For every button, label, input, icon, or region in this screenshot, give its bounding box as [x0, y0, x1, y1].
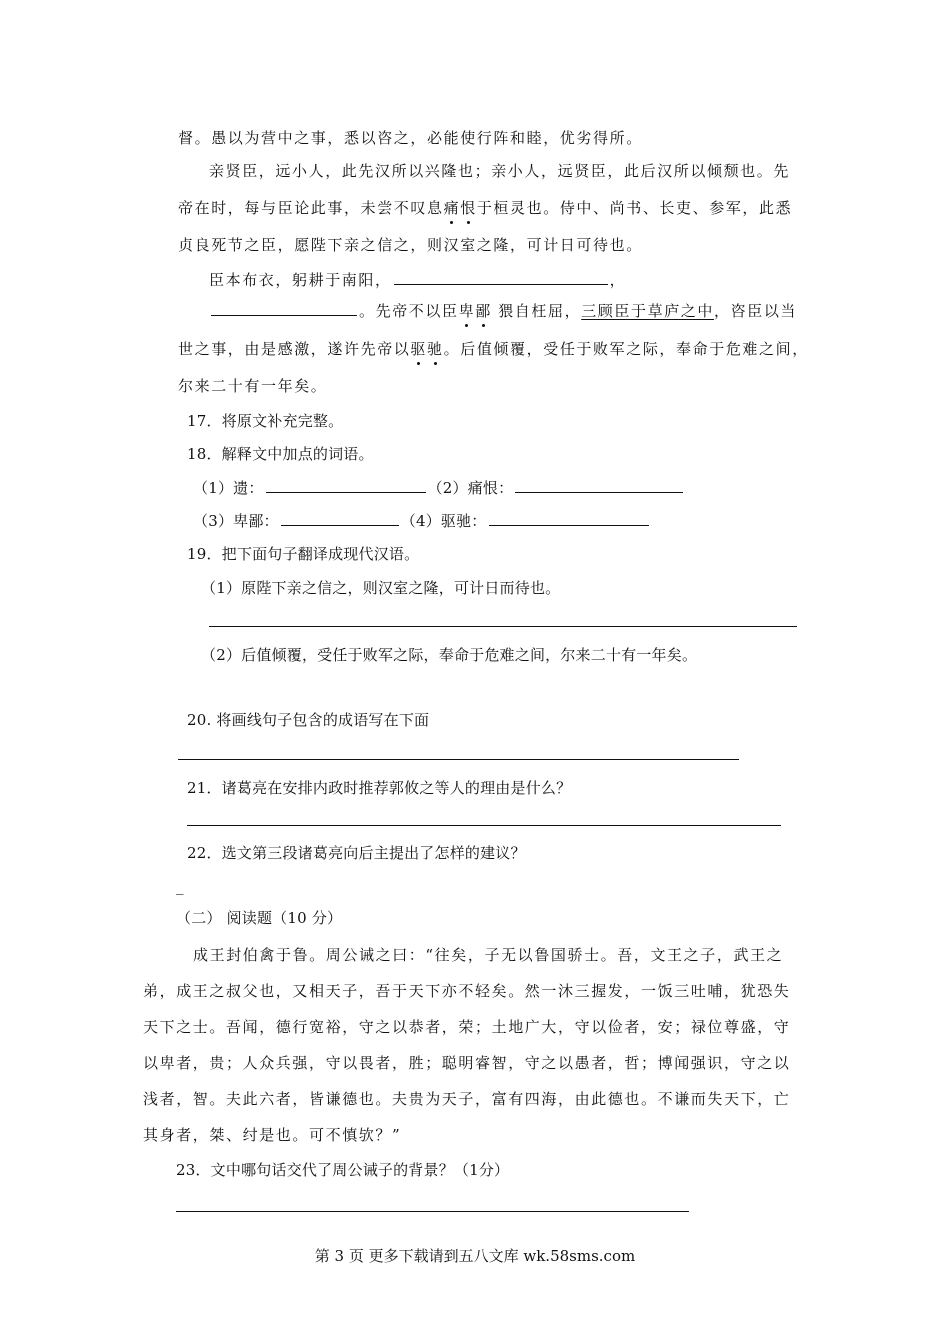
page-footer: 第 3 页 更多下载请到五八文库 wk.58sms.com [314, 1247, 636, 1265]
item-label: （3）卑鄙： [193, 512, 279, 530]
dotted-char: 卑 [458, 302, 476, 320]
answer-blank[interactable] [266, 478, 426, 493]
fill-blank[interactable] [394, 270, 608, 285]
text-fragment: 。后值倾覆，受任于败军之际，奉命于危难之间， [443, 340, 809, 358]
passage-line: 督。愚以为营中之事，悉以咨之，必能使行阵和睦，优劣得所。 [178, 129, 643, 147]
question-18-item [193, 477, 685, 499]
passage-line [178, 338, 809, 360]
answer-mark: _ [176, 877, 184, 895]
answer-line[interactable] [209, 626, 797, 627]
passage-line [178, 197, 792, 219]
passage-line: 弟，成王之叔父也，又相天子，吾于天下亦不轻矣。然一沐三握发，一饭三吐哺，犹恐失 [143, 982, 791, 1000]
question-20: 20. 将画线句子包含的成语写在下面 [187, 711, 430, 729]
text-fragment: 猥自枉屈， [491, 302, 582, 320]
fill-blank[interactable] [211, 301, 357, 316]
item-label: （2）痛恨： [427, 479, 514, 497]
question-19-item: （2）后值倾覆，受任于败军之际，奉命于危难之间，尔来二十有一年矣。 [201, 646, 698, 664]
question-17: 17．将原文补充完整。 [187, 412, 344, 430]
dotted-char: 鄙 [475, 302, 492, 320]
text-fragment: 。先帝不以臣 [359, 302, 459, 320]
passage-line: 其身者，桀、纣是也。可不慎欤？” [143, 1126, 402, 1144]
question-21: 21．诸葛亮在安排内政时推荐郭攸之等人的理由是什么？ [187, 779, 572, 797]
passage-line: 以卑者，贵；人众兵强，守以畏者，胜；聪明睿智，守之以愚者，哲；博闻强识，守之以 [143, 1054, 791, 1072]
dotted-char: 痛 [443, 199, 461, 217]
passage-line: 浅者，智。夫此六者，皆谦德也。夫贵为天子，富有四海，由此德也。不谦而失天下，亡 [143, 1090, 791, 1108]
question-23: 23．文中哪句话交代了周公诫子的背景？（1分） [176, 1161, 510, 1179]
dotted-char: 驱 [410, 340, 428, 358]
passage-line: 贞良死节之臣，愿陛下亲之信之，则汉室之隆，可计日可待也。 [178, 236, 643, 254]
question-18: 18．解释文中加点的词语。 [187, 445, 374, 463]
text-fragment: 帝在时，每与臣论此事，未尝不叹息 [178, 199, 444, 217]
dotted-char: 驰 [427, 340, 444, 358]
underlined-sentence: 三顾臣于草庐之中 [581, 302, 715, 320]
passage-line: 亲贤臣，远小人，此先汉所以兴隆也；亲小人，远贤臣，此后汉所以倾颓也。先 [209, 162, 791, 180]
answer-line[interactable] [176, 1211, 689, 1212]
question-18-item [193, 510, 651, 532]
text-fragment: 臣本布衣，躬耕于南阳， [209, 271, 392, 289]
dotted-char: 恨 [460, 199, 477, 217]
text-fragment: 世之事，由是感激，遂许先帝以 [178, 340, 411, 358]
text-fragment: ， [609, 271, 627, 289]
passage-line: 尔来二十有一年矣。 [178, 377, 328, 395]
section-heading: （二） 阅读题（10 分） [176, 909, 343, 927]
answer-blank[interactable] [281, 511, 399, 526]
passage-line: 成王封伯禽于鲁。周公诫之曰：“往矣，子无以鲁国骄士。吾，文王之子，武王之 [193, 946, 784, 964]
answer-line[interactable] [178, 759, 739, 760]
answer-blank[interactable] [515, 478, 683, 493]
item-label: （1）遗： [193, 479, 264, 497]
question-19: 19．把下面句子翻译成现代汉语。 [187, 545, 420, 563]
question-19-item: （1）原陛下亲之信之，则汉室之隆，可计日而待也。 [201, 579, 561, 597]
item-label: （4）驱驰： [400, 512, 487, 530]
passage-line [209, 300, 797, 322]
question-22: 22．选文第三段诸葛亮向后主提出了怎样的建议？ [187, 844, 526, 862]
text-fragment: ，咨臣以当 [714, 302, 798, 320]
passage-line [209, 269, 626, 291]
text-fragment: 于桓灵也。侍中、尚书、长吏、参军，此悉 [476, 199, 793, 217]
answer-blank[interactable] [489, 511, 649, 526]
passage-line: 天下之士。吾闻，德行宽裕，守之以恭者，荣；土地广大，守以俭者，安；禄位尊盛，守 [143, 1018, 791, 1036]
answer-line[interactable] [187, 825, 781, 826]
